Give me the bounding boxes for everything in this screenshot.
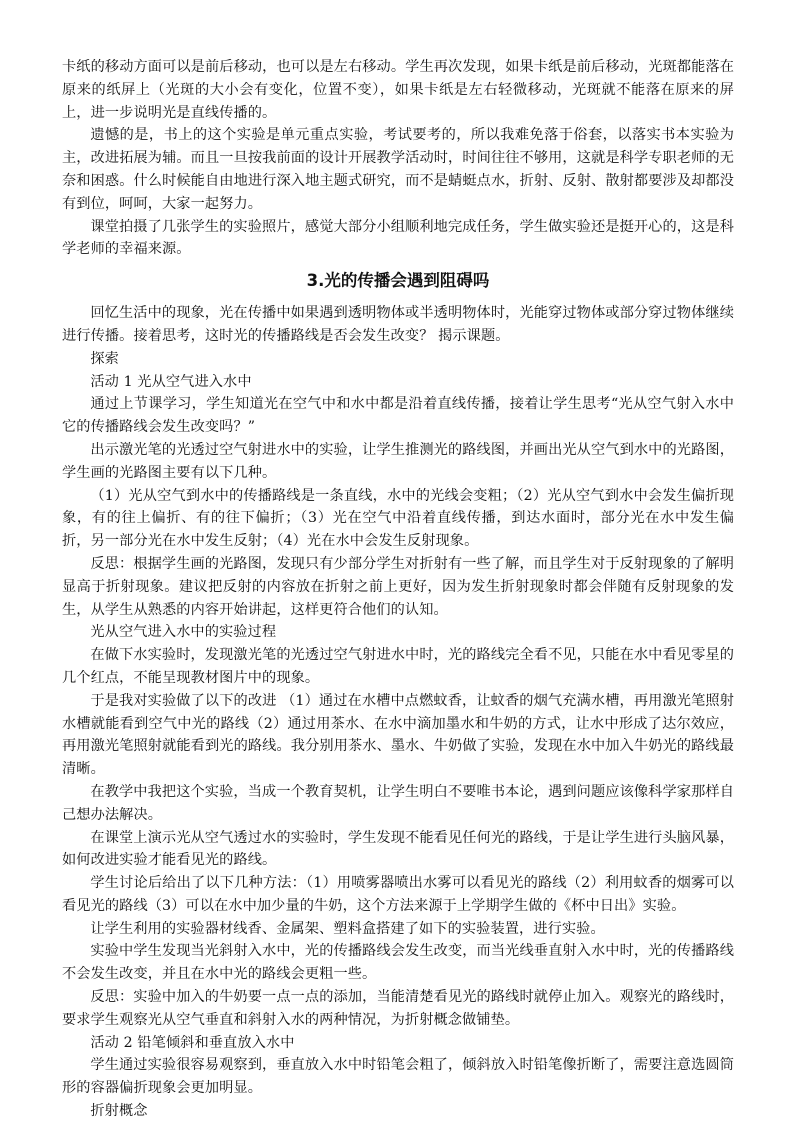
paragraph: 反思：根据学生画的光路图，发现只有少部分学生对折射有一些了解，而且学生对于反射现象的了解明显高于折射现象。建议把反射的内容放在折射之前上更好，因为发生折射现象时都会伴随有反射现象的发生，从学生从熟悉的内容开始讲起，这样更符合他们的认知。 [62,555,734,618]
paragraph: 于是我对实验做了以下的改进 （1）通过在水槽中点燃蚊香，让蚊香的烟气充满水槽，再用激光笔照射水槽就能看到空气中光的路线（2）通过用茶水、在水中滴加墨水和牛奶的方式，让水中形成了达尔效应，再用激光笔照射就能看到光的路线。我分别用茶水、墨水、牛奶做了实验，发现在水中加入牛奶光的路线最清晰。 [62,692,734,778]
paragraph: 课堂拍摄了几张学生的实验照片，感觉大部分小组顺利地完成任务，学生做实验还是挺开心的，这是科学老师的幸福来源。 [62,218,734,258]
paragraph: 在做下水实验时，发现激光笔的光透过空气射进水中时，光的路线完全看不见，只能在水中看见零星的几个红点，不能呈现教材图片中的现象。 [62,647,734,686]
paragraph: 在课堂上演示光从空气透过水的实验时，学生发现不能看见任何光的路线，于是让学生进行头脑风暴，如何改进实验才能看见光的路线。 [62,829,734,869]
paragraph: 回忆生活中的现象，光在传播中如果遇到透明物体或半透明物体时，光能穿过物体或部分穿过物体继续进行传播。接着思考，这时光的传播路线是否会发生改变？ 揭示课题。 [62,305,734,344]
paragraph: 学生讨论后给出了以下几种方法：（1）用喷雾器喷出水雾可以看见光的路线（2）利用蚊香的烟雾可以看见光的路线（3）可以在水中加少量的牛奶，这个方法来源于上学期学生做的《杯中日出》实验。 [62,875,734,914]
paragraph: （1）光从空气到水中的传播路线是一条直线，水中的光线会变粗；（2）光从空气到水中会发生偏折现象，有的往上偏折、有的往下偏折；（3）光在空气中沿着直线传播，到达水面时，部分光在水中发生偏折，另一部分光在水中发生反射；（4）光在水中会发生反射现象。 [62,487,734,550]
paragraph: 学生通过实验很容易观察到，垂直放入水中时铅笔会粗了，倾斜放入时铅笔像折断了，需要注意选圆筒形的容器偏折现象会更加明显。 [62,1057,734,1097]
subheading-experiment-process: 光从空气进入水中的实验过程 [90,624,277,641]
paragraph: 遗憾的是，书上的这个实验是单元重点实验，考试要考的，所以我难免落于俗套，以落实书本实验为主，改进拓展为辅。而且一旦按我前面的设计开展教学活动时，时间往往不够用，这就是科学专职老师的无奈和困惑。什么时候能自由地进行深入地主题式研究，而不是蜻蜓点水，折射、反射、散射都要涉及却都没有到位，呵呵，大家一起努力。 [62,127,734,212]
paragraph: 出示激光笔的光透过空气射进水中的实验，让学生推测光的路线图，并画出光从空气到水中的光路图，学生画的光路图主要有以下几种。 [62,441,734,481]
paragraph: 反思：实验中加入的牛奶要一点一点的添加，当能清楚看见光的路线时就停止加入。观察光的路线时，要求学生观察光从空气垂直和斜射入水的两种情况，为折射概念做铺垫。 [62,989,734,1028]
subheading-refraction-concept: 折射概念 [90,1103,148,1120]
subheading-activity-2: 活动 2 铅笔倾斜和垂直放入水中 [90,1034,295,1051]
paragraph: 在教学中我把这个实验，当成一个教育契机，让学生明白不要唯书本论，遇到问题应该像科学家那样自己想办法解决。 [62,783,734,823]
document-page [62,56,734,1123]
paragraph: 通过上节课学习，学生知道光在空气中和水中都是沿着直线传播，接着让学生思考“光从空气射入水中它的传播路线会发生改变吗？” [62,396,734,436]
subheading-explore: 探索 [90,350,119,367]
paragraph: 让学生利用的实验器材线香、金属架、塑料盒搭建了如下的实验装置，进行实验。 [90,920,605,937]
paragraph: 实验中学生发现当光斜射入水中，光的传播路线会发生改变，而当光线垂直射入水中时，光的传播路线不会发生改变，并且在水中光的路线会更粗一些。 [62,943,734,983]
subheading-activity-1: 活动 1 光从空气进入水中 [90,373,252,390]
paragraph: 卡纸的移动方面可以是前后移动，也可以是左右移动。学生再次发现，如果卡纸是前后移动，光斑都能落在原来的纸屏上（光斑的大小会有变化，位置不变），如果卡纸是左右轻微移动，光斑就不能落在原来的屏上，进一步说明光是直线传播的。 [62,59,734,121]
section-title: 3.光的传播会遇到阻碍吗 [306,271,490,291]
